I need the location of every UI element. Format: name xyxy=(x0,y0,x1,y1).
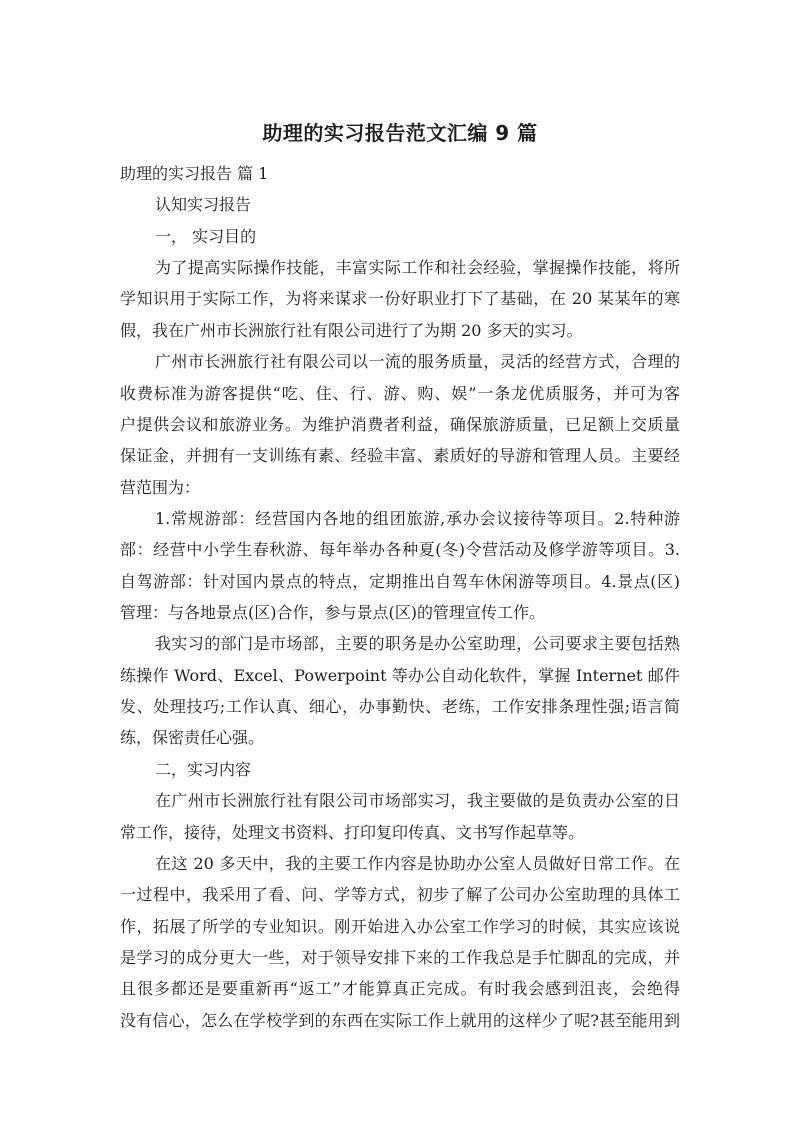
paragraph-line: 一过程中，我采用了看、问、学等方式，初步了解了公司办公室助理的具体工 xyxy=(120,885,680,905)
report-title: 认知实习报告 xyxy=(155,195,252,215)
paragraph-purpose xyxy=(120,252,680,346)
section-heading: 助理的实习报告 篇 1 xyxy=(120,164,269,183)
paragraph-line: 练，保密责任心强。 xyxy=(120,728,265,748)
paragraph-line: 营范围为： xyxy=(120,477,201,497)
paragraph-content xyxy=(120,785,680,848)
paragraph-line: 假，我在广州市长洲旅行社有限公司进行了为期 20 多天的实习。 xyxy=(120,320,583,340)
paragraph-line: 没有信心，怎么在学校学到的东西在实际工作上就用的这样少了呢?甚至能用到 xyxy=(120,1010,680,1030)
paragraph-line: 发、处理技巧;工作认真、细心，办事勤快、老练，工作安排条理性强;语言简 xyxy=(120,697,680,717)
paragraph-line: 我实习的部门是市场部，主要的职务是办公室助理，公司要求主要包括熟 xyxy=(155,634,680,654)
document-title: 助理的实习报告范文汇编 9 篇 xyxy=(262,121,538,145)
document-body xyxy=(120,158,680,1036)
paragraph-scope xyxy=(120,503,680,628)
paragraph-work xyxy=(120,848,680,1036)
paragraph-company xyxy=(120,346,680,503)
paragraph-line: 常工作，接待，处理文书资料、打印复印传真、文书写作起草等。 xyxy=(120,822,585,842)
paragraph-line: 练操作 Word、Excel、Powerpoint 等办公自动化软件，掌握 Internet 邮件 xyxy=(120,665,680,685)
paragraph-line: 学知识用于实际工作，为将来谋求一份好职业打下了基础，在 20 某某年的寒 xyxy=(120,289,680,309)
heading-content: 二，实习内容 xyxy=(155,759,252,779)
paragraph-line: 部：经营中小学生春秋游、每年举办各种夏(冬)令营活动及修学游等项目。3. xyxy=(120,540,680,560)
paragraph-line: 1.常规游部：经营国内各地的组团旅游,承办会议接待等项目。2.特种游 xyxy=(155,508,680,528)
paragraph-line: 为了提高实际操作技能，丰富实际工作和社会经验，掌握操作技能，将所 xyxy=(155,258,680,278)
paragraph-line: 户提供会议和旅游业务。为维护消费者利益，确保旅游质量，已足额上交质量 xyxy=(120,414,680,434)
heading-purpose: 一， 实习目的 xyxy=(155,226,257,246)
paragraph-line: 且很多都还是要重新再“返工”才能算真正完成。有时我会感到沮丧，会绝得 xyxy=(120,979,680,999)
paragraph-line: 自驾游部：针对国内景点的特点，定期推出自驾车休闲游等项目。4.景点(区) xyxy=(120,571,680,591)
paragraph-line: 作，拓展了所学的专业知识。刚开始进入办公室工作学习的时候，其实应该说 xyxy=(120,916,680,936)
paragraph-line: 管理：与各地景点(区)合作，参与景点(区)的管理宣传工作。 xyxy=(120,603,545,623)
paragraph-line: 在这 20 多天中，我的主要工作内容是协助办公室人员做好日常工作。在 xyxy=(155,853,680,873)
paragraph-line: 在广州市长洲旅行社有限公司市场部实习，我主要做的是负责办公室的日 xyxy=(155,791,680,811)
paragraph-line: 是学习的成分更大一些，对于领导安排下来的工作我总是手忙脚乱的完成，并 xyxy=(120,947,680,967)
paragraph-line: 广州市长洲旅行社有限公司以一流的服务质量，灵活的经营方式，合理的 xyxy=(155,352,680,372)
paragraph-line: 保证金，并拥有一支训练有素、经验丰富、素质好的导游和管理人员。主要经 xyxy=(120,446,680,466)
paragraph-line: 收费标准为游客提供“吃、住、行、游、购、娱”一条龙优质服务，并可为客 xyxy=(120,383,680,403)
paragraph-department xyxy=(120,628,680,753)
